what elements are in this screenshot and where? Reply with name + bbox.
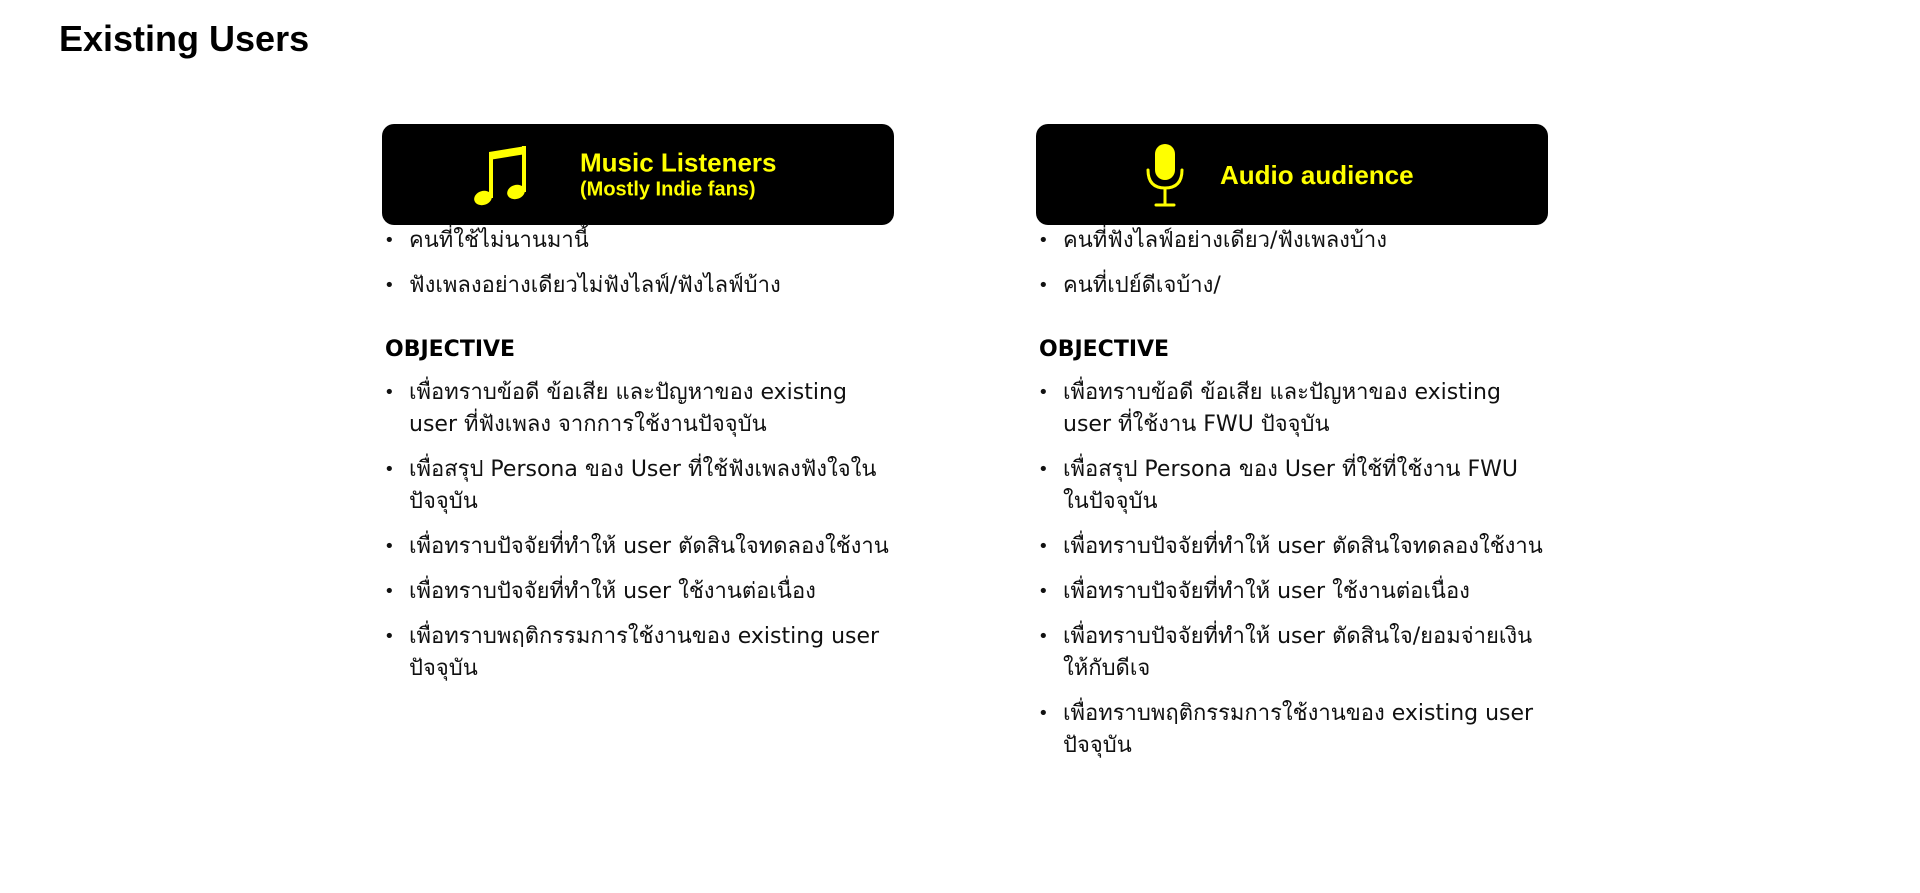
banner-title: Audio audience: [1220, 159, 1414, 190]
audio-audience-summary-list: [1036, 225, 1548, 302]
audio-audience-title-block: [1220, 160, 1414, 190]
music-listeners-banner: [382, 124, 894, 225]
music-note-icon: [468, 142, 534, 208]
objective-item: • เพื่อทราบปัจจัยที่ทำให้ user ตัดสินใจทดลองใช้งาน: [382, 531, 894, 563]
objective-item: • เพื่อทราบข้อดี ข้อเสีย และปัญหาของ existing user ที่ใช้งาน FWU ปัจจุบัน: [1036, 377, 1548, 441]
objective-item: • เพื่อทราบปัจจัยที่ทำให้ user ใช้งานต่อเนื่อง: [1036, 576, 1548, 608]
page-title: Existing Users: [59, 18, 310, 59]
microphone-icon: [1132, 142, 1198, 208]
audio-audience-section: [1036, 124, 1548, 775]
music-listeners-section: [382, 124, 894, 698]
objective-item: • เพื่อทราบปัจจัยที่ทำให้ user ตัดสินใจ/ยอมจ่ายเงินให้กับดีเจ: [1036, 621, 1548, 685]
objective-item: • เพื่อทราบพฤติกรรมการใช้งานของ existing user ปัจจุบัน: [1036, 698, 1548, 762]
audio-audience-objective-list: [1036, 377, 1548, 762]
objective-item: • เพื่อทราบปัจจัยที่ทำให้ user ตัดสินใจทดลองใช้งาน: [1036, 531, 1548, 563]
summary-item: • คนที่ฟังไลฟ์อย่างเดียว/ฟังเพลงบ้าง: [1036, 225, 1548, 257]
music-listeners-objective-list: [382, 377, 894, 685]
summary-item: • คนที่เปย์ดีเจบ้าง/: [1036, 270, 1548, 302]
objective-item: • เพื่อทราบพฤติกรรมการใช้งานของ existing user ปัจจุบัน: [382, 621, 894, 685]
banner-subtitle: (Mostly Indie fans): [580, 178, 756, 200]
objective-item: • เพื่อทราบปัจจัยที่ทำให้ user ใช้งานต่อเนื่อง: [382, 576, 894, 608]
summary-item: • ฟังเพลงอย่างเดียวไม่ฟังไลฟ์/ฟังไลฟ์บ้าง: [382, 270, 894, 302]
objective-item: • เพื่อทราบข้อดี ข้อเสีย และปัญหาของ existing user ที่ฟังเพลง จากการใช้งานปัจจุบัน: [382, 377, 894, 441]
objective-item: • เพื่อสรุป Persona ของ User ที่ใช้ที่ใช้งาน FWU ในปัจจุบัน: [1036, 454, 1548, 518]
audio-audience-banner: [1036, 124, 1548, 225]
music-listeners-title-block: [580, 147, 777, 202]
summary-item: • คนที่ใช้ไม่นานมานี้: [382, 225, 894, 257]
banner-title: Music Listeners: [580, 147, 777, 177]
objective-item: • เพื่อสรุป Persona ของ User ที่ใช้ฟังเพลงฟังใจในปัจจุบัน: [382, 454, 894, 518]
music-listeners-summary-list: [382, 225, 894, 302]
objective-heading: OBJECTIVE: [385, 337, 516, 362]
objective-heading: OBJECTIVE: [1039, 337, 1170, 362]
